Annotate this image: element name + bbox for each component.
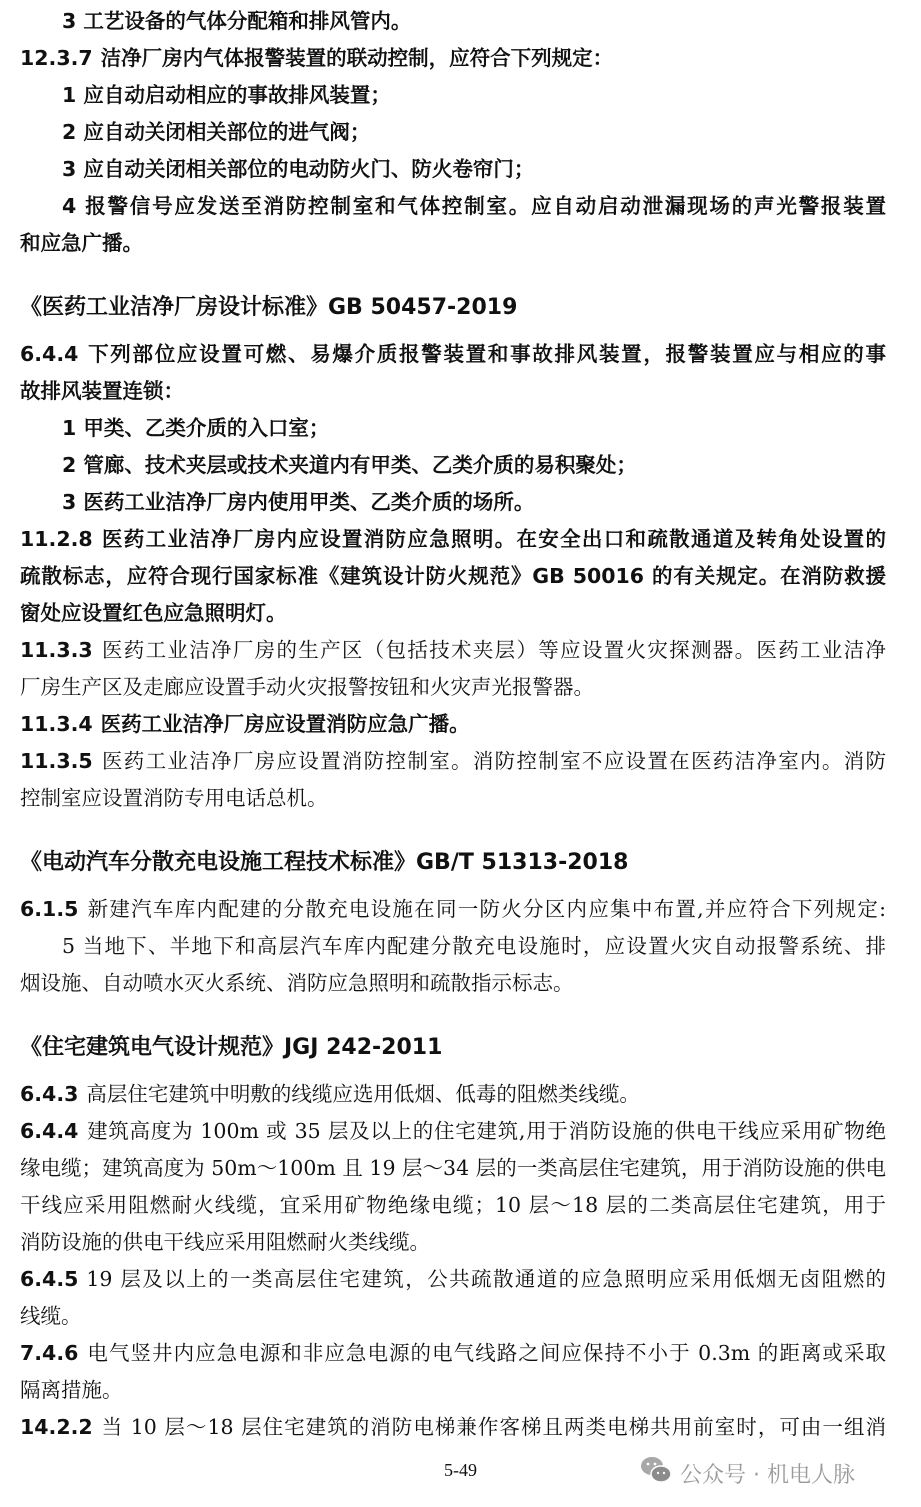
clause-line — [20, 188, 886, 225]
watermark-text: 公众号 · 机电人脉 — [680, 1462, 855, 1488]
clause-number: 11.3.3 — [20, 638, 93, 662]
clause-text: 1 甲类、乙类介质的入口室； — [62, 416, 330, 440]
clause-line — [20, 928, 886, 965]
clause-text: 线缆。 — [20, 1304, 82, 1328]
wechat-icon — [640, 1455, 672, 1491]
clause-text: 19 层及以上的一类高层住宅建筑，公共疏散通道的应急照明应采用低烟无卤阻燃的 — [86, 1267, 886, 1291]
clause-line — [20, 1076, 886, 1113]
clause-line — [20, 1409, 886, 1446]
clause-text: 干线应采用阻燃耐火线缆，宜采用矿物绝缘电缆；10 层～18 层的二类高层住宅建筑，用于 — [20, 1193, 886, 1217]
clause-text: 隔离措施。 — [20, 1378, 123, 1402]
clause-line — [20, 558, 886, 595]
clause-line — [20, 1261, 886, 1298]
clause-text: 新建汽车库内配建的分散充电设施在同一防火分区内应集中布置,并应符合下列规定: — [86, 897, 886, 921]
clause-text: 消防设施的供电干线应采用阻燃耐火类线缆。 — [20, 1230, 430, 1254]
clause-line — [20, 373, 886, 410]
clause-text: 窗处应设置红色应急照明灯。 — [20, 601, 287, 625]
clause-text: 医药工业洁净厂房应设置消防应急广播。 — [100, 712, 470, 736]
clause-line — [20, 1224, 886, 1261]
clause-line — [20, 1335, 886, 1372]
clause-text: 高层住宅建筑中明敷的线缆应选用低烟、低毒的阻燃类线缆。 — [86, 1082, 640, 1106]
clause-text: 3 医药工业洁净厂房内使用甲类、乙类介质的场所。 — [62, 490, 535, 514]
clause-text: 2 应自动关闭相关部位的进气阀； — [62, 120, 371, 144]
watermark — [640, 1455, 855, 1491]
clause-number: 14.2.2 — [20, 1415, 93, 1439]
clause-line — [20, 114, 886, 151]
page-number: 5-49 — [444, 1460, 477, 1480]
clause-line — [20, 669, 886, 706]
clause-text: 洁净厂房内气体报警装置的联动控制，应符合下列规定： — [100, 46, 614, 70]
clause-text: 2 管廊、技术夹层或技术夹道内有甲类、乙类介质的易积聚处； — [62, 453, 637, 477]
clause-line — [20, 410, 886, 447]
document-body — [20, 3, 886, 1446]
clause-line — [20, 77, 886, 114]
standard-heading: 《医药工业洁净厂房设计标准》GB 50457-2019 — [20, 295, 518, 320]
clause-text: 医药工业洁净厂房的生产区（包括技术夹层）等应设置火灾探测器。医药工业洁净 — [100, 638, 886, 662]
clause-text: 电气竖井内应急电源和非应急电源的电气线路之间应保持不小于 0.3m 的距离或采取 — [86, 1341, 886, 1365]
clause-line — [20, 1113, 886, 1150]
clause-number: 6.1.5 — [20, 897, 79, 921]
clause-text: 烟设施、自动喷水灭火系统、消防应急照明和疏散指示标志。 — [20, 971, 574, 995]
clause-text: 故排风装置连锁： — [20, 379, 184, 403]
clause-line — [20, 336, 886, 373]
clause-number: 12.3.7 — [20, 46, 93, 70]
clause-text: 医药工业洁净厂房内应设置消防应急照明。在安全出口和疏散通道及转角处设置的 — [100, 527, 886, 551]
clause-text: 和应急广播。 — [20, 231, 143, 255]
clause-line — [20, 225, 886, 262]
clause-text: 控制室应设置消防专用电话总机。 — [20, 786, 328, 810]
clause-line — [20, 891, 886, 928]
standard-heading: 《住宅建筑电气设计规范》JGJ 242-2011 — [20, 1035, 443, 1060]
clause-line — [20, 780, 886, 817]
standard-heading: 《电动汽车分散充电设施工程技术标准》GB/T 51313-2018 — [20, 850, 629, 875]
clause-line — [20, 521, 886, 558]
clause-line — [20, 40, 886, 77]
clause-number: 6.4.5 — [20, 1267, 79, 1291]
clause-number: 6.4.4 — [20, 342, 79, 366]
clause-text: 当 10 层～18 层住宅建筑的消防电梯兼作客梯且两类电梯共用前室时，可由一组消 — [100, 1415, 886, 1439]
clause-line — [20, 743, 886, 780]
clause-line — [20, 3, 886, 40]
clause-line — [20, 1187, 886, 1224]
clause-text: 3 应自动关闭相关部位的电动防火门、防火卷帘门； — [62, 157, 535, 181]
clause-line — [20, 632, 886, 669]
clause-line — [20, 1372, 886, 1409]
clause-text: 3 工艺设备的气体分配箱和排风管内。 — [62, 9, 412, 33]
clause-text: 医药工业洁净厂房应设置消防控制室。消防控制室不应设置在医药洁净室内。消防 — [100, 749, 886, 773]
clause-text: 厂房生产区及走廊应设置手动火灾报警按钮和火灾声光报警器。 — [20, 675, 594, 699]
clause-number: 11.3.5 — [20, 749, 93, 773]
clause-number: 6.4.3 — [20, 1082, 79, 1106]
clause-line — [20, 706, 886, 743]
clause-line — [20, 447, 886, 484]
clause-text: 建筑高度为 100m 或 35 层及以上的住宅建筑,用于消防设施的供电干线应采用矿物绝 — [86, 1119, 886, 1143]
clause-line — [20, 1150, 886, 1187]
clause-number: 6.4.4 — [20, 1119, 79, 1143]
clause-number: 7.4.6 — [20, 1341, 79, 1365]
clause-text: 缘电缆；建筑高度为 50m～100m 且 19 层～34 层的一类高层住宅建筑，用于消防设施的供电 — [20, 1156, 886, 1180]
clause-text: 5 当地下、半地下和高层汽车库内配建分散充电设施时，应设置火灾自动报警系统、排 — [62, 934, 886, 958]
clause-line — [20, 151, 886, 188]
clause-text: 疏散标志，应符合现行国家标准《建筑设计防火规范》GB 50016 的有关规定。在消防救援 — [20, 564, 886, 588]
clause-text: 下列部位应设置可燃、易爆介质报警装置和事故排风装置，报警装置应与相应的事 — [86, 342, 886, 366]
clause-line — [20, 965, 886, 1002]
clause-line — [20, 484, 886, 521]
clause-text: 4 报警信号应发送至消防控制室和气体控制室。应自动启动泄漏现场的声光警报装置 — [62, 194, 886, 218]
clause-number: 11.2.8 — [20, 527, 93, 551]
clause-number: 11.3.4 — [20, 712, 93, 736]
clause-line — [20, 1298, 886, 1335]
clause-line — [20, 595, 886, 632]
clause-text: 1 应自动启动相应的事故排风装置； — [62, 83, 391, 107]
